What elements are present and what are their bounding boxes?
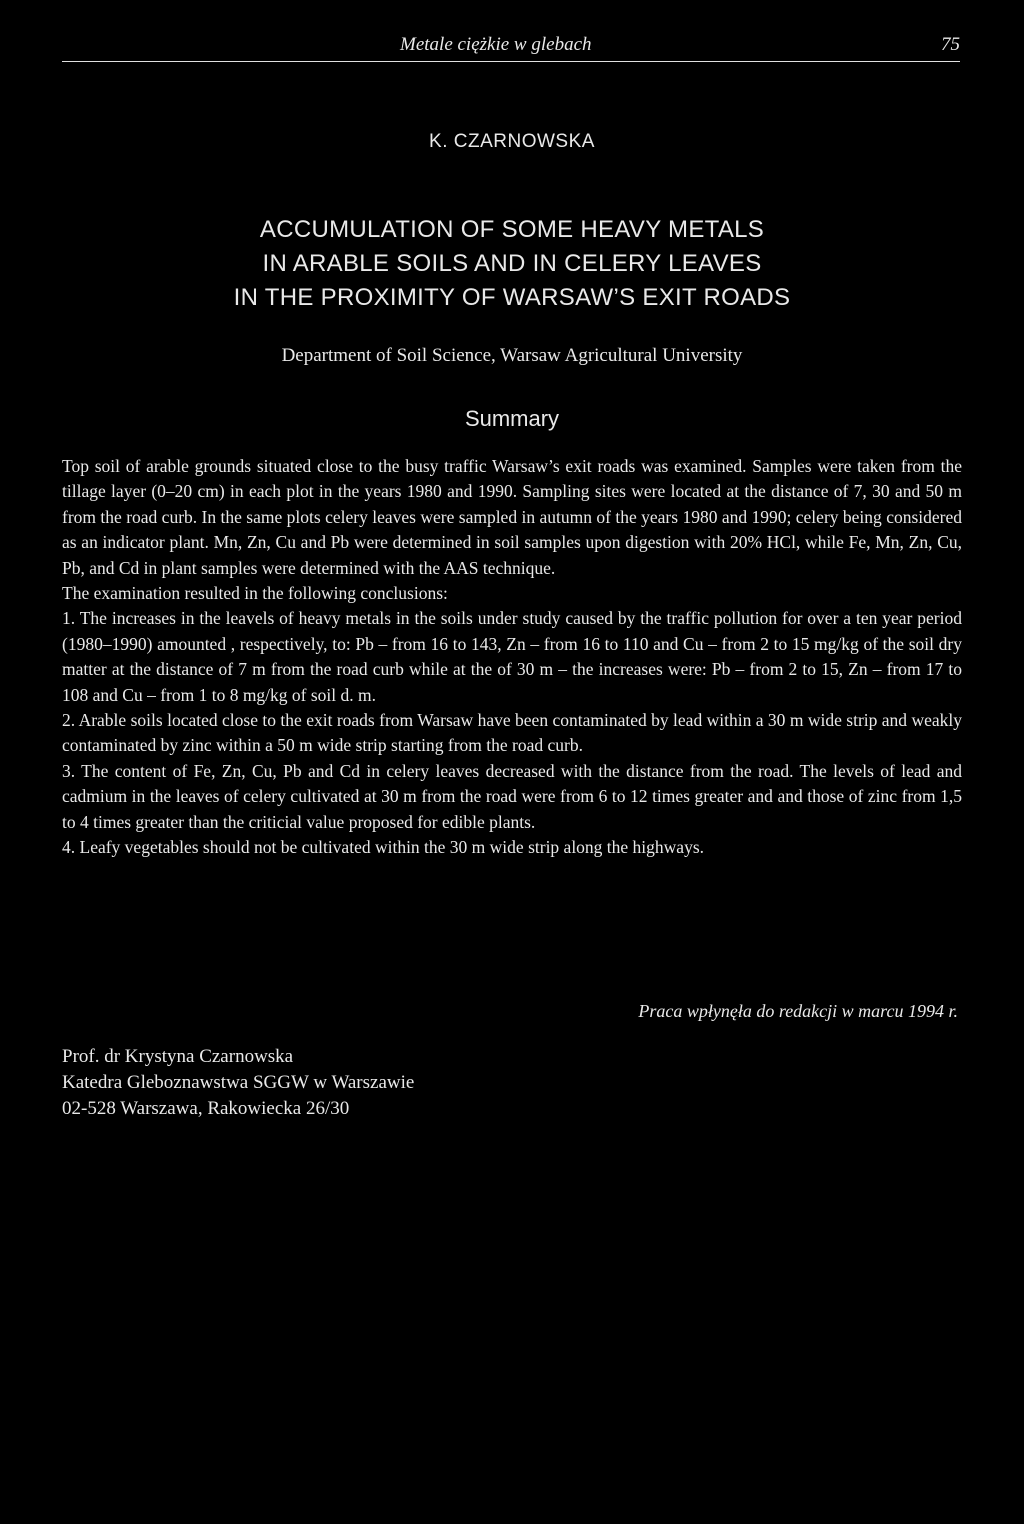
title-line: IN THE PROXIMITY OF WARSAW’S EXIT ROADS bbox=[233, 284, 791, 311]
address-line: Prof. dr Krystyna Czarnowska bbox=[62, 1046, 294, 1067]
running-header bbox=[62, 33, 960, 63]
page-number: 75 bbox=[941, 34, 960, 55]
journal-title: Metale ciężkie w glebach bbox=[400, 34, 592, 55]
header-rule bbox=[62, 61, 960, 62]
article-title bbox=[0, 213, 1024, 315]
title-line: IN ARABLE SOILS AND IN CELERY LEAVES bbox=[262, 250, 762, 277]
address-line: Katedra Gleboznawstwa SGGW w Warszawie bbox=[62, 1072, 415, 1093]
summary-intro: Top soil of arable grounds situated close to the busy traffic Warsaw’s exit roads was examined. Samples were taken from the tillage layer (0–20 cm) in each plot in the years 1980 and 1990. Sampling sites were located at the distance of 7, 30 and 50 m from the road curb. In the same plots celery leaves were sampled in autumn of the years 1980 and 1990; celery being considered as an indicator plant. Mn, Zn, Cu and Pb were determined in soil samples upon digestion with 20% HCl, while Fe, Mn, Zn, Cu, Pb, and Cd in plant samples were determined with the AAS technique. bbox=[62, 456, 962, 578]
summary-body bbox=[62, 454, 962, 861]
conclusions-intro: The examination resulted in the following conclusions: bbox=[62, 583, 448, 604]
conclusion-item: 1. The increases in the leavels of heavy metals in the soils under study caused by the traffic pollution for over a ten year period (1980–1990) amounted , respectively, to: Pb – from 16 to 143, Zn – from 16 to 110 and Cu – from 2 to 15 mg/kg of the soil dry matter at the distance of 7 m from the road curb while at the of 30 m – the increases were: Pb – from 2 to 15, Zn – from 17 to 108 and Cu – from 1 to 8 mg/kg of soil d. m. bbox=[62, 608, 962, 705]
summary-heading: Summary bbox=[464, 406, 560, 431]
conclusion-item: 4. Leafy vegetables should not be cultivated within the 30 m wide strip along the highways. bbox=[62, 837, 705, 858]
author-address bbox=[62, 1044, 414, 1122]
address-line: 02-528 Warszawa, Rakowiecka 26/30 bbox=[62, 1098, 350, 1119]
author-name: K. CZARNOWSKA bbox=[429, 131, 595, 152]
title-line: ACCUMULATION OF SOME HEAVY METALS bbox=[259, 216, 765, 243]
received-note: Praca wpłynęła do redakcji w marcu 1994 r. bbox=[638, 1001, 958, 1021]
conclusion-item: 2. Arable soils located close to the exit roads from Warsaw have been contaminated by lead within a 30 m wide strip and weakly contaminated by zinc within a 50 m wide strip starting from the road curb. bbox=[62, 710, 962, 756]
conclusion-item: 3. The content of Fe, Zn, Cu, Pb and Cd in celery leaves decreased with the distance from the road. The levels of lead and cadmium in the leaves of celery cultivated at 30 m from the road were from 6 to 12 times greater and and those of zinc from 1,5 to 4 times greater than the criticial value proposed for edible plants. bbox=[62, 760, 962, 832]
affiliation: Department of Soil Science, Warsaw Agricultural University bbox=[281, 345, 743, 366]
